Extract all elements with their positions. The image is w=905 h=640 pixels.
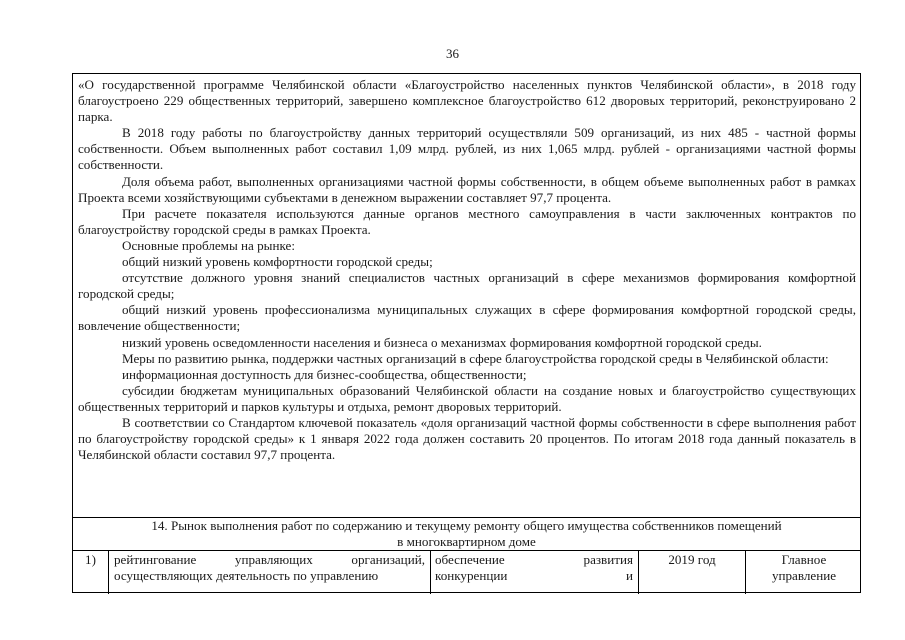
measure-line2: осуществляющих деятельность по управлению	[114, 567, 379, 583]
goal-word: и	[625, 567, 633, 583]
goal-line1	[435, 552, 633, 568]
paragraph: При расчете показателя используются данные органов местного самоуправления в части заключенных контрактов по благоустройству городской среды в рамках Проекта.	[78, 205, 856, 237]
measure-word: рейтингование	[114, 552, 197, 567]
body-text	[78, 77, 856, 463]
responsible-line1: Главное	[781, 552, 827, 567]
term-value: 2019 год	[668, 552, 716, 567]
goal-word: обеспечение	[435, 552, 505, 567]
responsible-line2: управление	[771, 567, 837, 583]
list-item: отсутствие должного уровня знаний специалистов частных организаций в сфере механизмов формирования комфортной городской среды;	[78, 270, 856, 302]
goal-line2	[435, 568, 633, 584]
section-heading-line1: 14. Рынок выполнения работ по содержанию и текущему ремонту общего имущества собственников помещений	[151, 518, 782, 533]
paragraph: Основные проблемы на рынке:	[122, 237, 295, 253]
page-number: 36	[446, 46, 459, 61]
paragraph: «О государственной программе Челябинской области «Благоустройство населенных пунктов Челябинской области», в 2018 году благоустроено 229 общественных территорий, завершено комплексное благоустройство 612 дворовых территорий, реконструировано 2 парка.	[78, 77, 856, 125]
paragraph: В 2018 году работы по благоустройству данных территорий осуществляли 509 организаций, из них 485 - частной формы собственности. Объем выполненных работ составил 1,09 млрд. рублей, из них 1,065 млрд. рублей - организациями частной формы собственности.	[78, 125, 856, 173]
row-number: 1)	[85, 552, 96, 567]
measure-word: управляющих	[234, 552, 313, 567]
row-number-cell	[73, 551, 108, 594]
goal-word: развития	[583, 552, 633, 567]
term-cell	[638, 551, 745, 594]
document-frame	[72, 73, 861, 593]
paragraph: В соответствии со Стандартом ключевой показатель «доля организаций частной формы собственности в сфере выполнения работ по благоустройству городской среды» к 1 января 2022 года должен составить 20 процентов. По итогам 2018 года данный показатель в Челябинской области составил 97,7 процента.	[78, 414, 856, 463]
measure-cell	[108, 551, 430, 594]
measure-word: организаций,	[351, 552, 425, 567]
list-item: общий низкий уровень профессионализма муниципальных служащих в сфере формирования комфортной городской среды, вовлечение общественности;	[78, 302, 856, 334]
list-item: информационная доступность для бизнес-сообщества, общественности;	[122, 366, 527, 382]
paragraph: Доля объема работ, выполненных организациями частной формы собственности, в общем объеме выполненных работ в рамках Проекта всеми хозяйствующими субъектами в денежном выражении составляет 97,7 процента.	[78, 173, 856, 205]
list-item: низкий уровень осведомленности населения и бизнеса о механизмах формирования комфортной городской среды.	[122, 334, 762, 350]
section-heading	[73, 517, 860, 551]
list-item: общий низкий уровень комфортности городской среды;	[122, 254, 433, 270]
goal-cell	[430, 551, 638, 594]
list-item: субсидии бюджетам муниципальных образований Челябинской области на создание новых и благоустройство существующих общественных территорий и парков культуры и отдыха, ремонт дворовых территорий.	[78, 382, 856, 414]
paragraph: Меры по развитию рынка, поддержки частных организаций в сфере благоустройства городской среды в Челябинской области:	[122, 350, 829, 366]
goal-word: конкуренции	[435, 567, 508, 583]
section-heading-line2: в многоквартирном доме	[397, 533, 536, 549]
responsible-cell	[745, 551, 862, 594]
measure-line1	[114, 552, 425, 568]
table-row	[73, 550, 860, 594]
